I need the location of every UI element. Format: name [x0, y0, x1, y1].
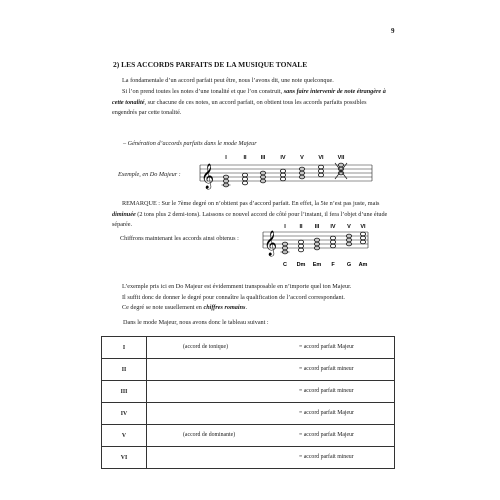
- roman-numeral: II: [243, 155, 247, 161]
- paragraph-1: La fondamentale d’un accord parfait peut être, nous l’avons dit, une note quelconque.: [122, 77, 334, 84]
- roman-numeral: VI: [318, 155, 324, 161]
- whole-note: [360, 236, 365, 240]
- chord: [330, 236, 335, 248]
- degree-cell: I: [102, 337, 147, 359]
- chord-quality: = accord parfait Majeur: [299, 410, 354, 416]
- tableau-intro: Dans le mode Majeur, nous avons donc le tableau suivant :: [123, 319, 269, 326]
- degree-cell: VI: [102, 447, 147, 469]
- chord: [298, 240, 303, 252]
- chord-name: G: [346, 262, 352, 268]
- description-cell: [147, 447, 395, 469]
- paragraph-3-emphasis: chiffres romains: [203, 304, 246, 311]
- chord-role: (accord de tonique): [183, 344, 229, 350]
- whole-note: [360, 240, 365, 244]
- chiffrons-label: Chiffrons maintenant les accords ainsi obtenus :: [120, 235, 239, 242]
- roman-numeral: I: [284, 224, 286, 230]
- chords-row-2: [281, 232, 366, 254]
- chord-name: F: [331, 262, 335, 268]
- whole-note: [360, 232, 365, 236]
- treble-clef-icon: 𝄞: [201, 164, 215, 189]
- section-title: 2) LES ACCORDS PARFAITS DE LA MUSIQUE TONALE: [113, 60, 308, 69]
- example-label: Exemple, en Do Majeur :: [118, 171, 181, 178]
- description-cell: [147, 425, 395, 447]
- whole-note: [330, 244, 335, 248]
- chord-name: Em: [312, 262, 322, 268]
- roman-numeral: IV: [280, 155, 286, 161]
- roman-numeral: VI: [360, 224, 366, 230]
- remarque-emphasis: diminuée: [112, 210, 136, 218]
- whole-note: [298, 244, 303, 248]
- table-row: [102, 447, 395, 469]
- subheading: – Génération d’accords parfaits dans le mode Majeur: [123, 140, 257, 147]
- description-cell: [147, 381, 395, 403]
- whole-note: [298, 248, 303, 252]
- remarque-part-a: REMARQUE : Sur le 7ème degré on n’obtient pas d’accord parfait. En effet, la 5te n’est pas juste, mais: [122, 200, 380, 207]
- roman-numeral: II: [299, 224, 303, 230]
- chord-name: Am: [358, 262, 368, 268]
- paragraph-3-line-2: Il suffit donc de donner le degré pour connaître la qualification de l’accord correspondant.: [122, 293, 345, 301]
- degree-table: [101, 336, 395, 469]
- roman-numeral: III: [260, 155, 266, 161]
- chord-quality: = accord parfait Majeur: [299, 432, 354, 438]
- table-row: [102, 359, 395, 381]
- chord-role: (accord de dominante): [183, 432, 236, 438]
- whole-note: [298, 240, 303, 244]
- paragraph-2-part-c: , sur chacune de ces notes, un accord parfait, on obtient tous les accords parfaits possibles engendrés par cette tonalité.: [112, 98, 367, 116]
- chord-names: [283, 262, 368, 268]
- table-row: [102, 425, 395, 447]
- table-row: [102, 403, 395, 425]
- chord-name: C: [283, 262, 287, 268]
- description-cell: [147, 359, 395, 381]
- roman-numeral: I: [225, 155, 227, 161]
- whole-note: [330, 236, 335, 240]
- degree-cell: V: [102, 425, 147, 447]
- paragraph-3: [112, 282, 390, 314]
- chord: [360, 232, 365, 244]
- degree-cell: III: [102, 381, 147, 403]
- paragraph-2-emphasis: sans faire intervenir de note étrangère à cette tonalité: [112, 88, 386, 106]
- whole-note: [330, 240, 335, 244]
- table-row: [102, 337, 395, 359]
- degree-cell: II: [102, 359, 147, 381]
- chord-quality: = accord parfait mineur: [299, 366, 354, 372]
- paragraph-2-part-a: Si l’on prend toutes les notes d’une tonalité et que l’on construit,: [122, 88, 284, 95]
- chord-quality: = accord parfait mineur: [299, 388, 354, 394]
- roman-numeral: V: [347, 224, 351, 230]
- degree-cell: IV: [102, 403, 147, 425]
- description-cell: [147, 337, 395, 359]
- paragraph-3-line-1: L’exemple pris ici en Do Majeur est évidemment transposable en n’importe quel ton Majeur.: [122, 283, 352, 290]
- chord-quality: = accord parfait Majeur: [299, 344, 354, 350]
- description-cell: [147, 403, 395, 425]
- page-number: 9: [391, 27, 395, 35]
- treble-clef-icon: 𝄞: [264, 231, 278, 256]
- table-row: [102, 381, 395, 403]
- remarque-part-c: (2 tons plus 2 demi-tons). Laissons ce nouvel accord de côté pour l’instant, il fera l’objet d’une étude séparée.: [112, 210, 388, 228]
- chord-name: Dm: [296, 262, 306, 268]
- paragraph-3-line-3: Ce degré se note usuellement en chiffres romains.: [122, 304, 248, 311]
- chord-quality: = accord parfait mineur: [299, 454, 354, 460]
- roman-numeral: VII: [337, 155, 345, 161]
- roman-numeral: V: [300, 155, 304, 161]
- roman-numeral: III: [314, 224, 320, 230]
- roman-numeral: IV: [330, 224, 336, 230]
- roman-numerals-second: [284, 224, 366, 230]
